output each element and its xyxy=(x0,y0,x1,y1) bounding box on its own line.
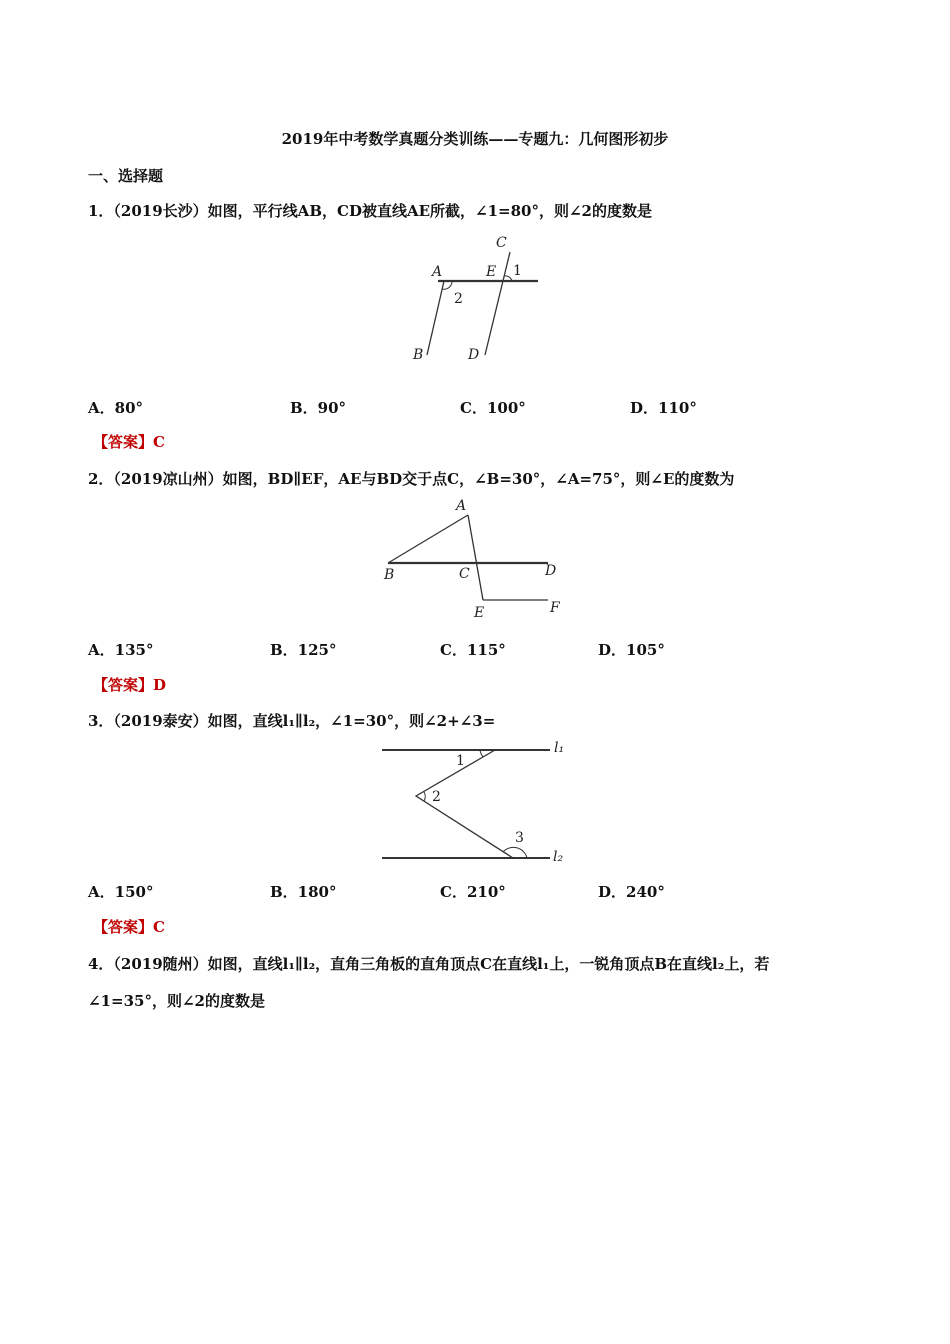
label-2: 2 xyxy=(432,789,441,805)
page-title: 2019年中考数学真题分类训练——专题九：几何图形初步 xyxy=(281,130,669,148)
answer-value: C xyxy=(153,918,165,936)
angle-3-arc xyxy=(503,847,527,858)
label-c: C xyxy=(459,566,470,582)
label-1: 1 xyxy=(456,753,465,769)
q3-answer xyxy=(93,916,165,937)
q1-option-b: B．90° xyxy=(290,399,347,417)
label-f: F xyxy=(550,600,560,616)
answer-tag: 【答案】 xyxy=(93,676,154,694)
q1-option-d: D．110° xyxy=(630,399,697,417)
q1-option-c: C．100° xyxy=(460,399,526,417)
question-1-stem: 1．（2019长沙）如图，平行线AB，CD被直线AE所截，∠1=80°，则∠2的度数是 xyxy=(88,202,652,220)
answer-tag: 【答案】 xyxy=(93,918,154,936)
label-b: B xyxy=(413,347,424,363)
angle-2-arc xyxy=(424,792,425,801)
label-e: E xyxy=(474,605,485,621)
label-2: 2 xyxy=(454,291,463,307)
label-a: A xyxy=(432,264,443,280)
answer-value: C xyxy=(153,433,165,451)
answer-value: D xyxy=(153,676,167,694)
label-a: A xyxy=(456,498,467,514)
angle-1-arc xyxy=(480,750,483,757)
label-c: C xyxy=(496,235,507,251)
question-4-stem-line-1: 4．（2019随州）如图，直线l₁∥l₂，直角三角板的直角顶点C在直线l₁上，一锐角顶点B在直线l₂上，若 xyxy=(88,955,770,973)
q3-option-a: A．150° xyxy=(88,883,154,901)
q2-option-a: A．135° xyxy=(88,641,154,659)
question-2-stem: 2．（2019凉山州）如图，BD∥EF，AE与BD交于点C，∠B=30°，∠A=75°，则∠E的度数为 xyxy=(88,470,735,488)
label-1: 1 xyxy=(513,263,522,279)
q2-answer xyxy=(93,674,166,695)
label-3: 3 xyxy=(515,830,524,846)
label-d: D xyxy=(468,347,480,363)
question-4-stem-line-2: ∠1=35°，则∠2的度数是 xyxy=(88,992,265,1010)
q3-option-b: B．180° xyxy=(270,883,337,901)
label-l1: l₁ xyxy=(554,740,565,756)
line-ae xyxy=(468,515,483,600)
label-e: E xyxy=(486,264,497,280)
q1-option-a: A．80° xyxy=(88,399,144,417)
q3-option-c: C．210° xyxy=(440,883,506,901)
answer-tag: 【答案】 xyxy=(93,433,154,451)
question-2-figure xyxy=(370,495,570,625)
q2-option-b: B．125° xyxy=(270,641,337,659)
question-3-stem: 3．（2019泰安）如图，直线l₁∥l₂，∠1=30°，则∠2+∠3= xyxy=(88,712,496,730)
section-heading: 一、选择题 xyxy=(88,167,164,185)
label-b: B xyxy=(384,567,395,583)
label-l2: l₂ xyxy=(553,849,564,865)
label-d: D xyxy=(545,563,557,579)
question-3-figure xyxy=(370,738,580,868)
q2-option-c: C．115° xyxy=(440,641,506,659)
q3-option-d: D．240° xyxy=(598,883,665,901)
line-ab xyxy=(427,281,444,355)
q2-option-d: D．105° xyxy=(598,641,665,659)
line-ab xyxy=(388,515,468,563)
q1-answer xyxy=(93,431,165,452)
question-1-figure xyxy=(400,230,560,370)
